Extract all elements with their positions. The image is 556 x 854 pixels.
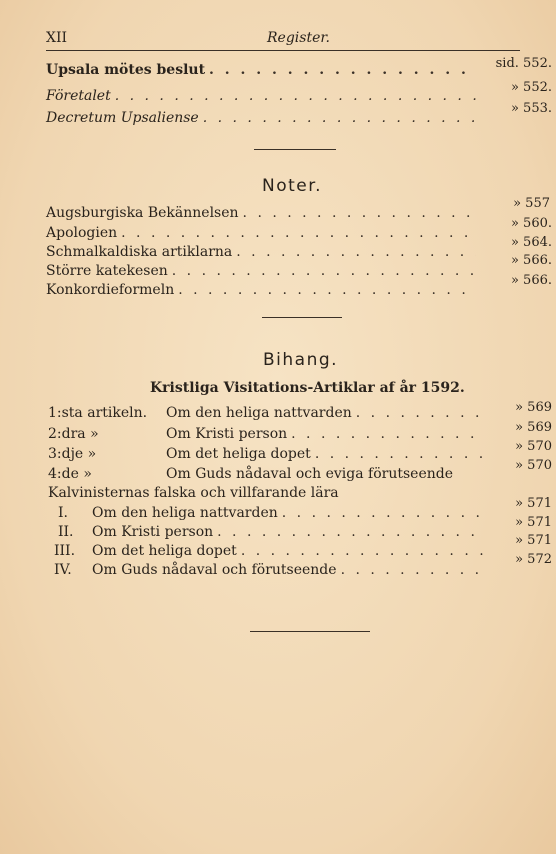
toc-entry: Upsala mötes beslut . . . [46,62,480,78]
page-ref: » 571 [515,515,552,530]
bihang-subtitle: Kristliga Visitations-Artiklar af år 1592. [150,380,465,396]
toc-entry: Konkordieformeln . . . [46,282,480,298]
toc-entry: Större katekesen . . . [46,263,480,279]
leader-dots [115,88,476,104]
toc-entry: Augsburgiska Bekännelsen . . . [46,205,480,221]
toc-entry: Om den heliga nattvarden . . . [92,505,488,521]
page-ref: » 570 [515,439,552,454]
page-header [46,30,526,52]
leader-dots [243,205,476,221]
leader-dots [341,562,484,578]
page-ref: » 552. [510,80,552,95]
page-number: XII [46,30,68,46]
leader-dots [241,543,484,559]
section-divider [254,149,336,150]
page-ref: » 569 [515,420,552,435]
leader-dots [315,446,482,462]
section-divider [262,317,342,318]
article-number: 2:dra » [48,426,99,442]
item-numeral: II. [58,524,74,540]
toc-entry: Om det heliga dopet . . . [166,446,486,462]
calvinist-heading: Kalvinisternas falska och villfarande lära [48,485,339,501]
page-ref: » 553. [510,101,552,116]
toc-entry: Decretum Upsaliense . . . [46,110,480,126]
section-title-noter: Noter. [262,176,323,196]
leader-dots [236,244,476,260]
section-title-bihang: Bihang. [263,350,339,370]
article-number: 3:dje » [48,446,97,462]
toc-entry: Apologien . . . [46,225,480,241]
leader-dots [203,110,476,126]
toc-entry: Schmalkaldiska artiklarna . . . [46,244,480,260]
page-ref: » 570 [515,458,552,473]
toc-entry: Om Kristi person . . . [92,524,488,540]
leader-dots [209,62,476,78]
article-number: 4:de » [48,466,92,482]
page-ref: » 569 [515,400,552,415]
leader-dots [121,225,476,241]
page-ref: » 566. [510,253,552,268]
item-numeral: III. [54,543,76,559]
toc-entry: Om det heliga dopet . . . [92,543,488,559]
header-rule [46,50,520,51]
leader-dots [217,524,484,540]
leader-dots [172,263,476,279]
page-ref: » 560. [510,216,552,231]
page-ref: » 566. [510,273,552,288]
toc-entry: Om den heliga nattvarden . . . [166,405,486,421]
leader-dots [282,505,484,521]
page-ref: » 571 [515,533,552,548]
item-numeral: I. [58,505,68,521]
running-title: Register. [267,30,330,46]
page-ref: sid. 552. [495,56,552,71]
toc-entry: Företalet . . . [46,88,480,104]
section-divider [250,631,370,632]
leader-dots [291,426,482,442]
toc-entry: Om Kristi person . . . [166,426,486,442]
page-ref: » 572 [515,552,552,567]
toc-entry-label: Om Guds nådaval och eviga förutseende [166,466,453,482]
page-ref: » 564. [510,235,552,250]
article-number: 1:sta artikeln. [48,405,148,421]
page-ref: » 557 [513,196,550,211]
page-ref: » 571 [515,496,552,511]
leader-dots [178,282,476,298]
leader-dots [356,405,482,421]
item-numeral: IV. [54,562,72,578]
toc-entry: Om Guds nådaval och förutseende . . . [92,562,488,578]
